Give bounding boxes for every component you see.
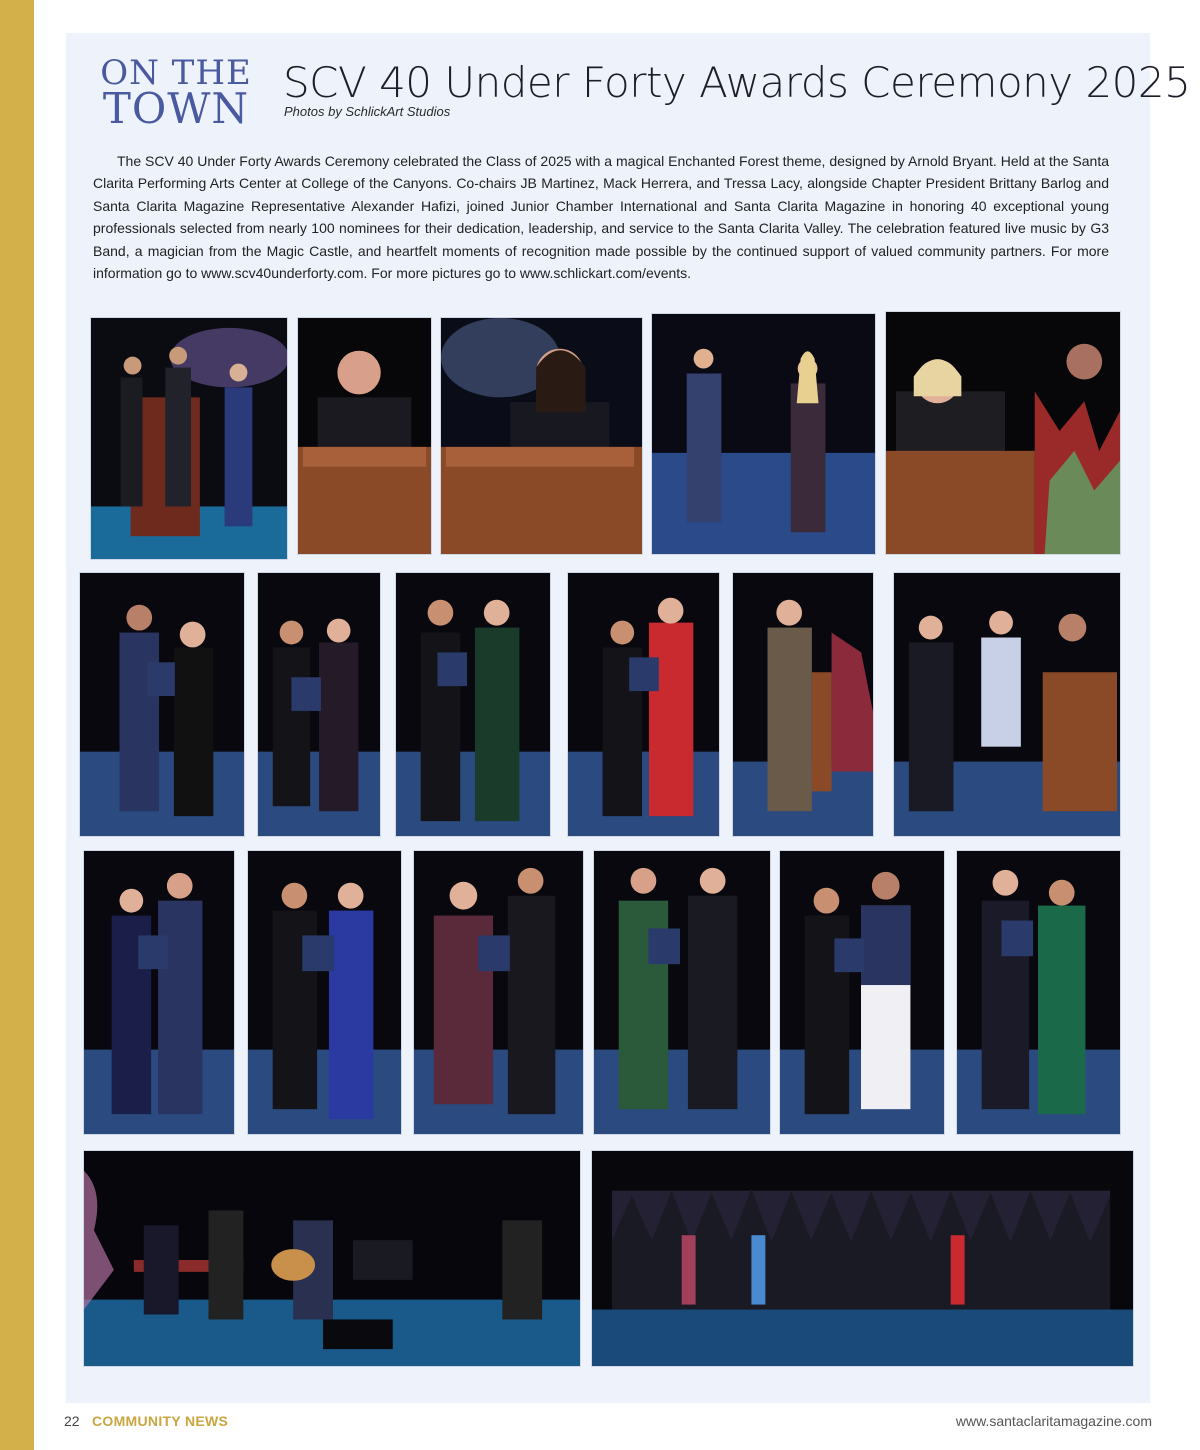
photo-presenter-pointing [732, 572, 874, 837]
article-body: The SCV 40 Under Forty Awards Ceremony celebrated the Class of 2025 with a magical Enchanted Forest theme, designed by Arnold Bryant. Held at the Santa Clarita Performing Arts Center at College of the Canyons. Co-chairs JB Martinez, Mack Herrera, and Tressa Lacy, alongside Chapter President Brittany Barlog and Santa Clarita Magazine Representative Alexander Hafizi, joined Junior Chamber International and Santa Clarita Magazine in honoring 40 exceptional young professionals selected from nearly 100 nominees for their dedication, leadership, and service to the Santa Clarita Valley. The celebration featured live music by G3 Band, a magician from the Magic Castle, and heartfelt moments of recognition made possible by the continued support of valued community partners. For more information go to www.scv40underforty.com. For more pictures go to www.schlickart.com/events. [93, 153, 1109, 282]
photo-award-pair-1 [79, 572, 245, 837]
page-title: SCV 40 Under Forty Awards Ceremony 2025 [283, 58, 1191, 107]
logo-line-1: ON THE [100, 53, 252, 93]
gold-sidebar-bar [0, 0, 34, 1450]
photo-speaker-man-podium [297, 317, 432, 555]
photo-hosts-podium [893, 572, 1121, 837]
photo-award-pair-6 [247, 850, 402, 1135]
photo-award-pair-3 [395, 572, 551, 837]
photo-award-pair-9 [779, 850, 945, 1135]
page-number: 22 [64, 1413, 80, 1429]
magazine-url: www.santaclaritamagazine.com [955, 1413, 1152, 1429]
photo-award-pair-4 [567, 572, 720, 837]
logo-line-2: TOWN [102, 84, 250, 133]
photo-speaker-woman-podium [440, 317, 643, 555]
on-the-town-logo [96, 53, 256, 133]
photo-award-pair-5 [83, 850, 235, 1135]
photo-award-pair-2 [257, 572, 381, 837]
photo-credit: Photos by SchlickArt Studios [284, 104, 451, 119]
section-label: COMMUNITY NEWS [92, 1413, 229, 1429]
photo-award-pair-7 [413, 850, 584, 1135]
photo-award-pair-8 [593, 850, 771, 1135]
photo-singers-stage [651, 313, 876, 555]
photo-band-performing [83, 1150, 581, 1367]
photo-podium-trio [90, 317, 288, 560]
photo-speaker-woman-plants [885, 311, 1121, 555]
photo-award-pair-10 [956, 850, 1121, 1135]
photo-honorees-group [591, 1150, 1134, 1367]
